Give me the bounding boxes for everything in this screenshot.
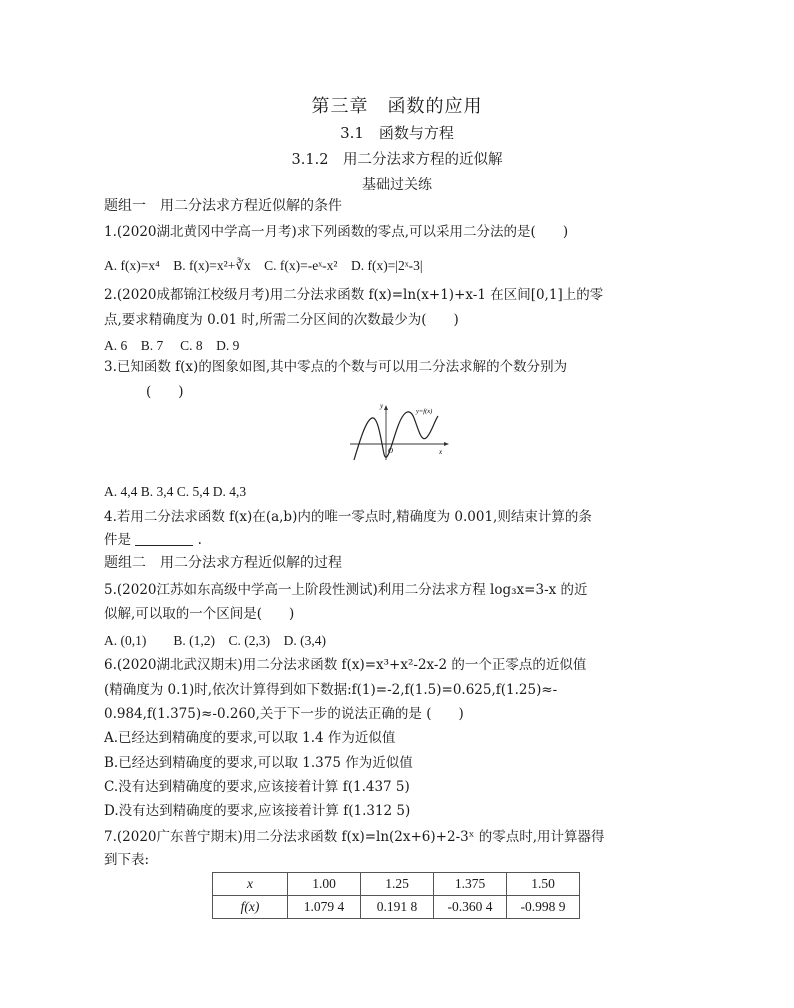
- function-graph: [346, 400, 450, 462]
- origin-label: O: [388, 447, 394, 455]
- q5-stem-line1: 5.(2020江苏如东高级中学高一上阶段性测试)利用二分法求方程 log₃x=3-x 的近: [104, 582, 588, 598]
- q3-stem-line1: 3.已知函数 f(x)的图象如图,其中零点的个数与可以用二分法求解的个数分别为: [104, 359, 568, 375]
- practice-title: 基础过关练: [362, 177, 432, 193]
- q7-stem-line2: 到下表:: [104, 852, 150, 868]
- table-cell: 1.00: [288, 873, 361, 896]
- y-axis-label: y: [380, 402, 384, 410]
- subsection-title: 3.1.2 用二分法求方程的近似解: [291, 152, 503, 168]
- q6-stem-line3: 0.984,f(1.375)≈-0.260,关于下一步的说法正确的是 ( ): [104, 706, 464, 722]
- q7-value-table: [212, 872, 580, 919]
- q6-option-b: B.已经达到精确度的要求,可以取 1.375 作为近似值: [104, 755, 413, 771]
- q6-option-a: A.已经达到精确度的要求,可以取 1.4 作为近似值: [104, 730, 396, 746]
- q4-stem-line1: 4.若用二分法求函数 f(x)在(a,b)内的唯一零点时,精确度为 0.001,则结束计算的条: [104, 509, 592, 525]
- q6-option-d: D.没有达到精确度的要求,应该接着计算 f(1.312 5): [104, 803, 411, 819]
- table-cell: f(x): [213, 896, 288, 919]
- q5-options: A. (0,1) B. (1,2) C. (2,3) D. (3,4): [104, 633, 326, 648]
- y-axis-arrow: [384, 405, 388, 410]
- q6-stem-line1: 6.(2020湖北武汉期末)用二分法求函数 f(x)=x³+x²-2x-2 的一个正零点的近似值: [104, 657, 587, 673]
- table-cell: -0.360 4: [434, 896, 507, 919]
- table-cell: 0.191 8: [361, 896, 434, 919]
- group2-title: 题组二 用二分法求方程近似解的过程: [104, 555, 342, 571]
- chapter-title: 第三章 函数的应用: [311, 96, 483, 117]
- table-cell: -0.998 9: [507, 896, 580, 919]
- q4-prefix: 件是: [104, 532, 131, 548]
- table-cell: 1.079 4: [288, 896, 361, 919]
- curve-label: y=f(x): [416, 408, 433, 415]
- q4-stem-line2: [104, 530, 694, 550]
- x-axis-label: x: [439, 448, 443, 456]
- group1-title: 题组一 用二分法求方程近似解的条件: [104, 198, 342, 214]
- q7-stem-line1: 7.(2020广东普宁期末)用二分法求函数 f(x)=ln(2x+6)+2-3ˣ 的零点时,用计算器得: [104, 829, 605, 845]
- q6-option-c: C.没有达到精确度的要求,应该接着计算 f(1.437 5): [104, 779, 410, 795]
- q2-stem-line1: 2.(2020成都锦江校级月考)用二分法求函数 f(x)=ln(x+1)+x-1 在区间[0,1]上的零: [104, 287, 604, 303]
- q3-options: A. 4,4 B. 3,4 C. 5,4 D. 4,3: [104, 484, 247, 499]
- x-axis-arrow: [444, 442, 449, 446]
- q2-stem-line2: 点,要求精确度为 0.01 时,所需二分区间的次数最少为( ): [104, 312, 459, 328]
- table-cell: x: [213, 873, 288, 896]
- q2-options: A. 6 B. 7 C. 8 D. 9: [104, 338, 240, 353]
- q1-options: A. f(x)=x⁴ B. f(x)=x²+∛x C. f(x)=-eˣ-x² D. f(x)=|2ˣ-3|: [104, 258, 423, 273]
- section-title: 3.1 函数与方程: [340, 124, 454, 142]
- q3-stem-line2: ( ): [146, 384, 184, 400]
- q6-stem-line2: (精确度为 0.1)时,依次计算得到如下数据:f(1)=-2,f(1.5)=0.625,f(1.25)≈-: [104, 682, 558, 698]
- table-cell: 1.50: [507, 873, 580, 896]
- table-row: [213, 873, 580, 896]
- q4-suffix: .: [197, 532, 202, 548]
- q5-stem-line2: 似解,可以取的一个区间是( ): [104, 606, 295, 622]
- q1-stem: 1.(2020湖北黄冈中学高一月考)求下列函数的零点,可以采用二分法的是( ): [104, 224, 569, 240]
- function-curve: [354, 412, 438, 460]
- table-cell: 1.25: [361, 873, 434, 896]
- table-cell: 1.375: [434, 873, 507, 896]
- table-row: [213, 896, 580, 919]
- q4-answer-blank[interactable]: [135, 531, 193, 546]
